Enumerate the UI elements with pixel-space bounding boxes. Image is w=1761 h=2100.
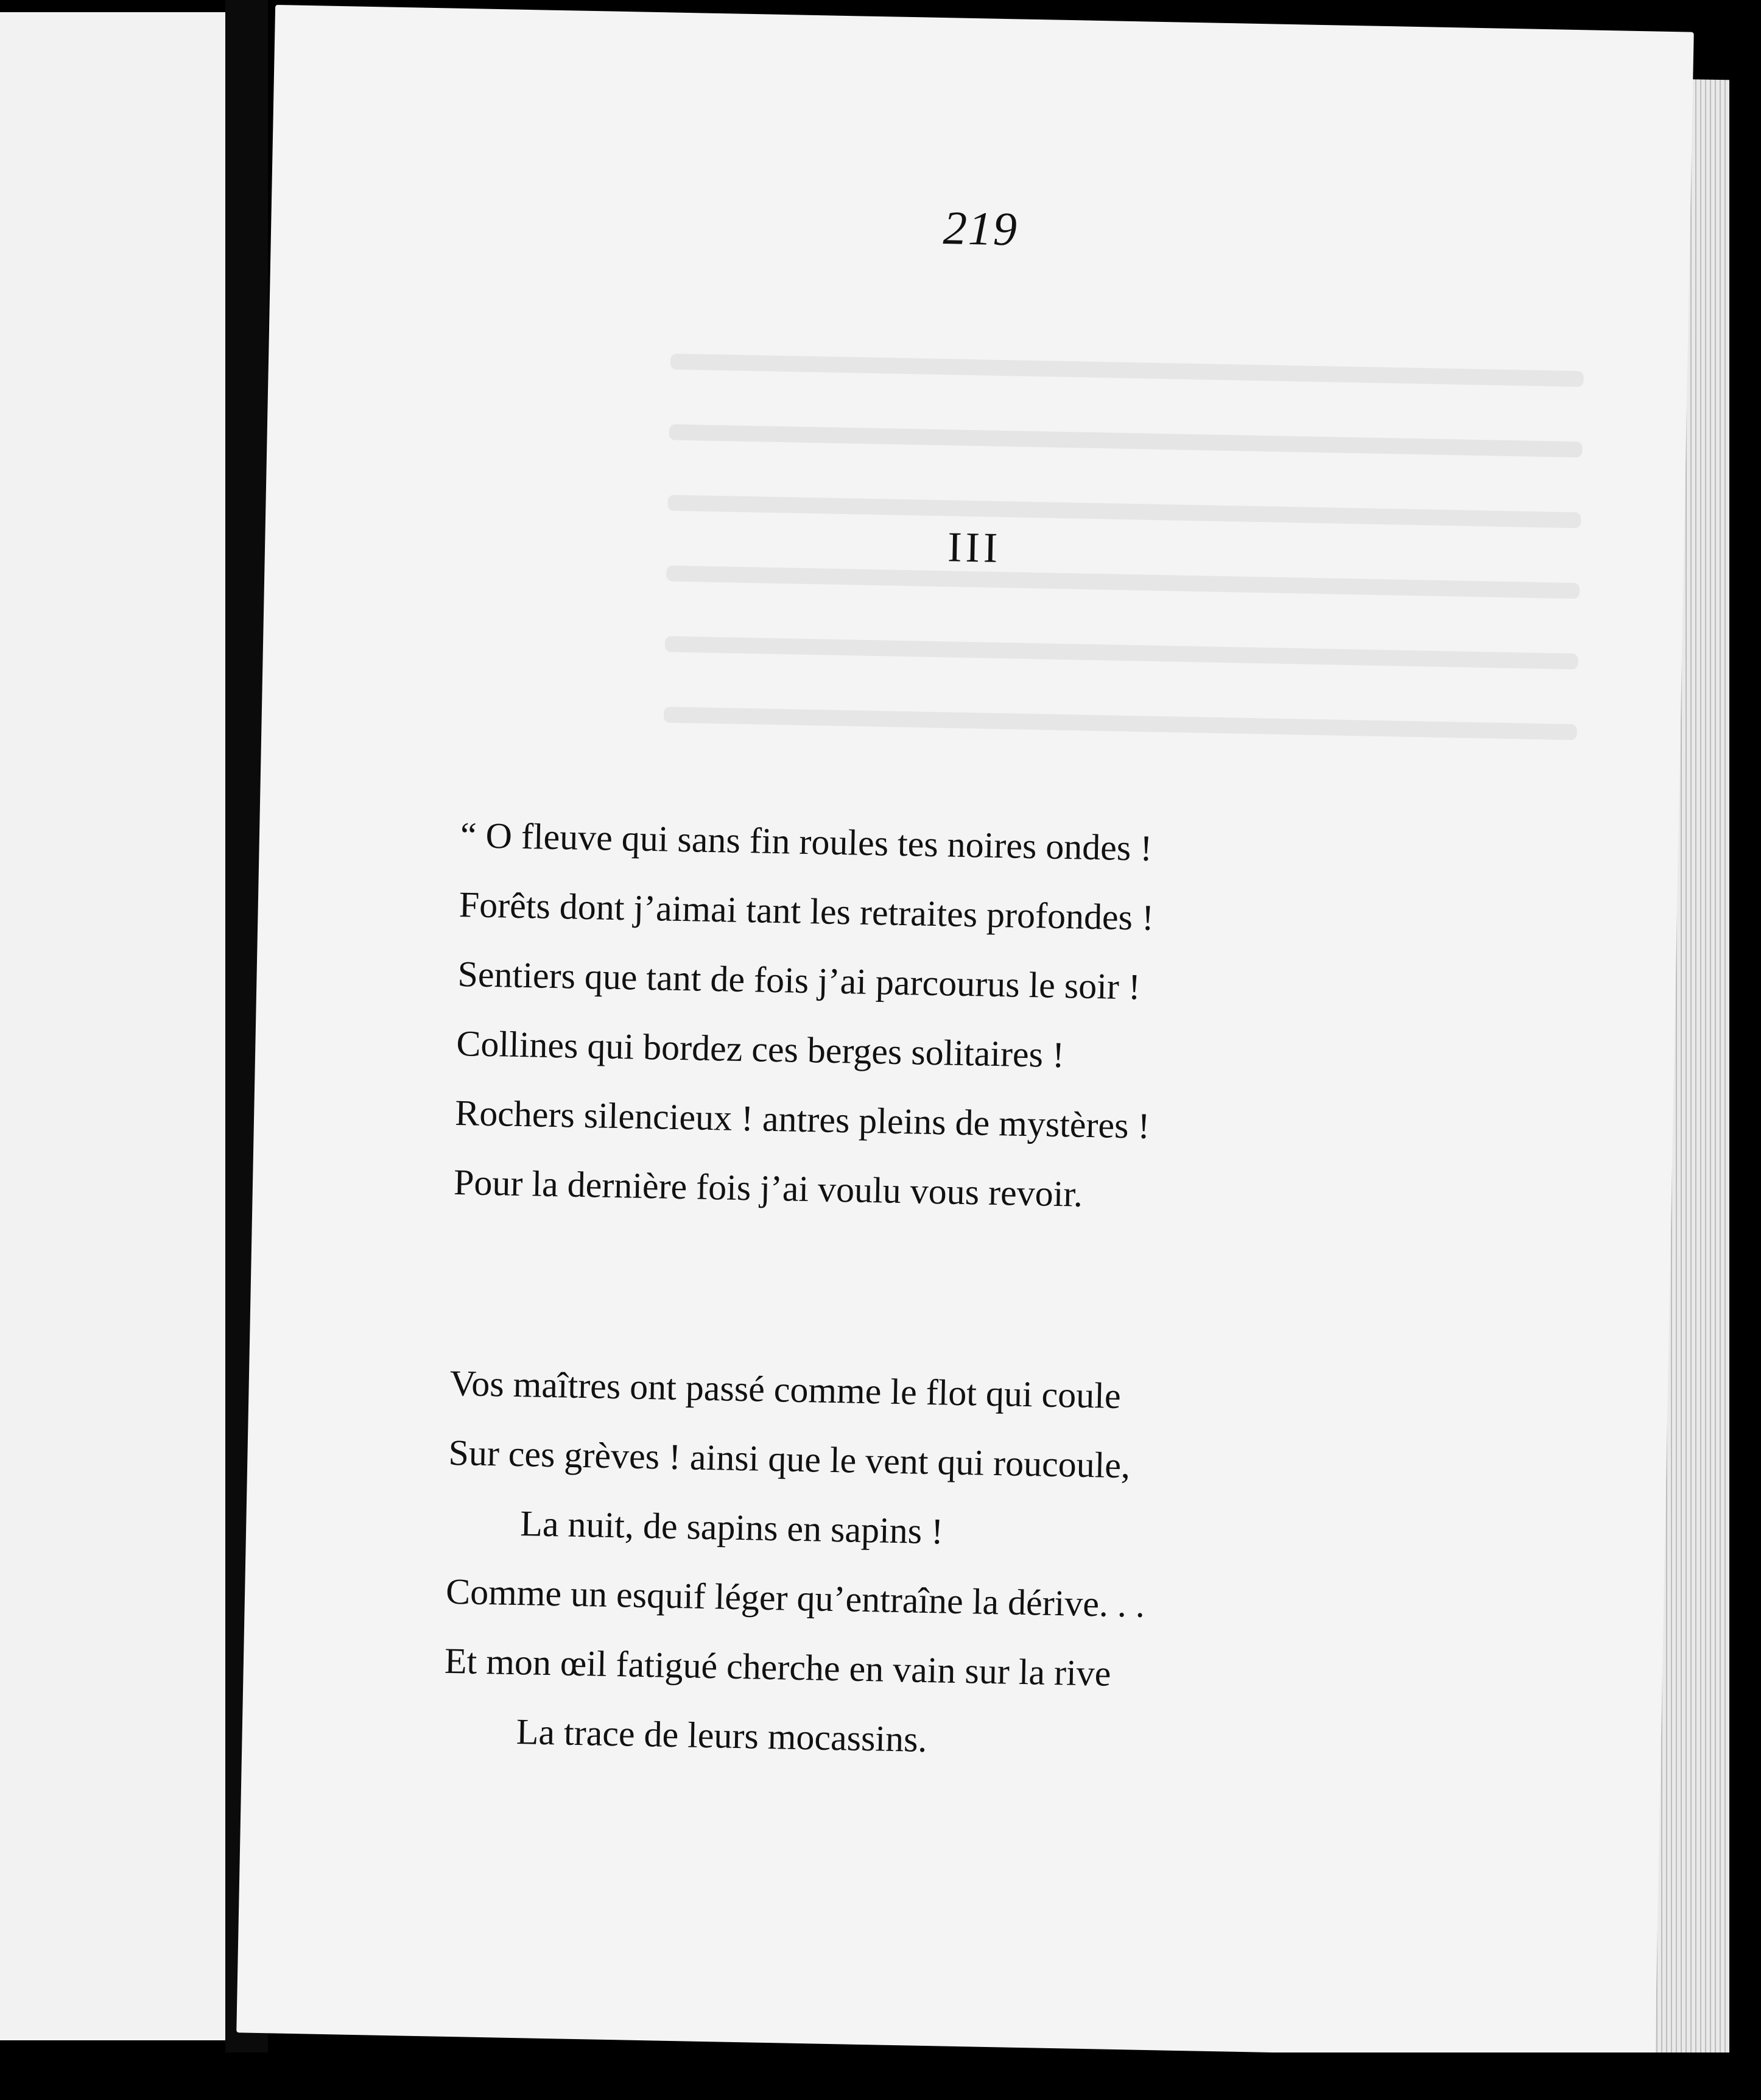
verse-line-indented: La nuit, de sapins en sapins ! bbox=[519, 1503, 944, 1552]
verse-line: Sur ces grèves ! ainsi que le vent qui roucoule, bbox=[448, 1432, 1131, 1486]
scan-bottom-border bbox=[183, 2052, 1761, 2100]
verse-line-indented: La trace de leurs mocassins. bbox=[516, 1711, 928, 1760]
stanza-1 bbox=[453, 800, 1557, 1238]
book-page bbox=[236, 5, 1693, 2060]
verse-line: “ O fleuve qui sans fin roules tes noires ondes ! bbox=[460, 815, 1153, 869]
verse-line: Et mon œil fatigué cherche en vain sur la rive bbox=[444, 1640, 1112, 1694]
verse-line: Rochers silencieux ! antres pleins de mystères ! bbox=[454, 1092, 1151, 1146]
verse-line: Pour la dernière fois j’ai voulu vous revoir. bbox=[453, 1161, 1083, 1214]
verse-line: Forêts dont j’aimai tant les retraites profondes ! bbox=[459, 884, 1155, 938]
verse-line: Sentiers que tant de fois j’ai parcourus le soir ! bbox=[457, 953, 1141, 1007]
facing-page-left bbox=[0, 12, 225, 2040]
section-heading: III bbox=[947, 524, 1002, 572]
verse-line: Collines qui bordez ces berges solitaires ! bbox=[455, 1023, 1065, 1076]
page-content bbox=[236, 5, 1693, 2060]
page-number: 219 bbox=[943, 201, 1019, 256]
stanza-2 bbox=[443, 1348, 1547, 1786]
verse-line: Vos maîtres ont passé comme le flot qui coule bbox=[449, 1362, 1122, 1417]
verse-line: Comme un esquif léger qu’entraîne la dérive. . . bbox=[445, 1571, 1145, 1625]
